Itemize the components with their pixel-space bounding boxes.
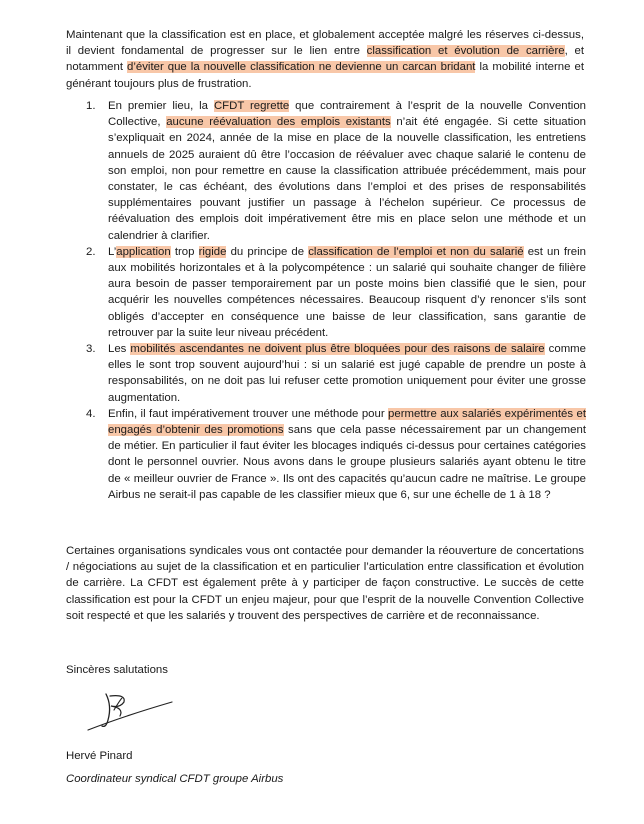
item-text: Les bbox=[108, 343, 131, 356]
intro-text: , et notamment bbox=[66, 45, 584, 74]
item-text: n’ait été engagée. Si cette situation s’expliquait en 2024, année de la mise en place de la nouvelle classification, les entretiens annuels de 2025 auraient dû être l’occasion de réévaluer avec chaque salarié le contenu de son emploi, non pour remettre en cause la classification attribuée précédemment, mais pour constater, le cas échéant, des évolutions dans l’emploi et des prises de responsabilités supplémentaires pouvant justifier un passage à l’échelon supérieur. Ce processus de réévaluation des emplois doit impérativement être mis en place selon une méthode et un calendrier à clarifier. bbox=[108, 116, 586, 242]
closing-paragraph: Certaines organisations syndicales vous ont contactée pour demander la réouverture de concertations / négociations au sujet de la classification et en particulier l’articulation entre classification et évolution de carrière. La CFDT est également prête à y participer de façon constructive. Le succès de cette classification est pour la CFDT un enjeu majeur, pour que l’esprit de la nouvelle Convention Collective soit respecté et que les salariés y trouvent des perspectives de carrière et de reconnaissance. bbox=[66, 545, 584, 622]
list-number: 4. bbox=[86, 407, 96, 420]
item-text: Enfin, il faut impérativement trouver une méthode pour bbox=[108, 407, 389, 420]
handwritten-signature bbox=[84, 686, 176, 736]
highlight: d’éviter que la nouvelle classification ne devienne un carcan bridant bbox=[127, 61, 476, 74]
item-text: du principe de bbox=[226, 245, 309, 258]
item-text: que contrairement à l’esprit de la nouvelle Convention Collective, bbox=[108, 100, 586, 129]
list-number: 2. bbox=[86, 245, 96, 258]
list-item bbox=[86, 406, 586, 503]
highlight: rigide bbox=[198, 245, 227, 258]
highlight: classification de l’emploi et non du salarié bbox=[308, 245, 524, 258]
list-item bbox=[86, 341, 586, 406]
item-text: L’ bbox=[108, 245, 117, 258]
highlight: aucune réévaluation des emplois existants bbox=[166, 116, 391, 129]
signer-role: Coordinateur syndical CFDT groupe Airbus bbox=[66, 773, 284, 785]
highlight: CFDT regrette bbox=[213, 100, 290, 112]
highlight: application bbox=[116, 245, 171, 258]
item-text: sans que cela passe nécessairement par un changement de métier. En particulier il faut éviter les blocages indiqués ci-dessus pour certaines catégories dont le personnel ouvrier. Nous avons dans le groupe plusieurs salariés ayant obtenu le titre de « meilleur ouvrier de France ». Ils ont des capacités qu’aucun cadre ne maîtrise. Le groupe Airbus ne serait-il pas capable de les classifier mieux que 6, sur une échelle de 1 à 18 ? bbox=[108, 424, 586, 501]
list-number: 3. bbox=[86, 343, 96, 356]
list-item bbox=[86, 98, 586, 244]
highlight: permettre aux salariés expérimentés et engagés d’obtenir des promotions bbox=[108, 407, 586, 437]
numbered-list bbox=[86, 98, 586, 503]
signer-name: Hervé Pinard bbox=[66, 750, 133, 762]
intro-text: la mobilité interne et générant toujours plus de frustration. bbox=[66, 61, 585, 90]
intro-text: Maintenant que la classification est en place, et globalement acceptée malgré les réserves ci-dessus, il devient fondamental de progresser sur le lien entre bbox=[66, 29, 584, 58]
item-text: trop bbox=[170, 245, 199, 258]
intro-paragraph bbox=[66, 27, 584, 92]
salutation: Sincères salutations bbox=[66, 664, 168, 676]
list-number: 1. bbox=[86, 100, 96, 112]
item-text: est un frein aux mobilités horizontales et à la polycompétence : un salarié qui souhaite changer de filière aura besoin de passer temporairement par un poste moins bien classifié que le sien, pour acquérir les nouvelles compétences nécessaires. Beaucoup risquent d’y renoncer s’ils sont obligés d’accepter en conséquence une baisse de leur classification, sans garantie de retrouver par la suite leur niveau précédent. bbox=[108, 245, 586, 339]
item-text: En premier lieu, la bbox=[108, 100, 214, 112]
list-item bbox=[86, 244, 586, 341]
highlight: classification et évolution de carrière bbox=[366, 45, 565, 58]
item-text: comme elles le sont trop souvent aujourd’hui : si un salarié est jugé capable de prendre un poste à responsabilités, on ne doit pas lui refuser cette promotion uniquement pour éviter une grosse augmentation. bbox=[108, 343, 587, 404]
highlight: mobilités ascendantes ne doivent plus être bloquées pour des raisons de salaire bbox=[130, 343, 545, 356]
